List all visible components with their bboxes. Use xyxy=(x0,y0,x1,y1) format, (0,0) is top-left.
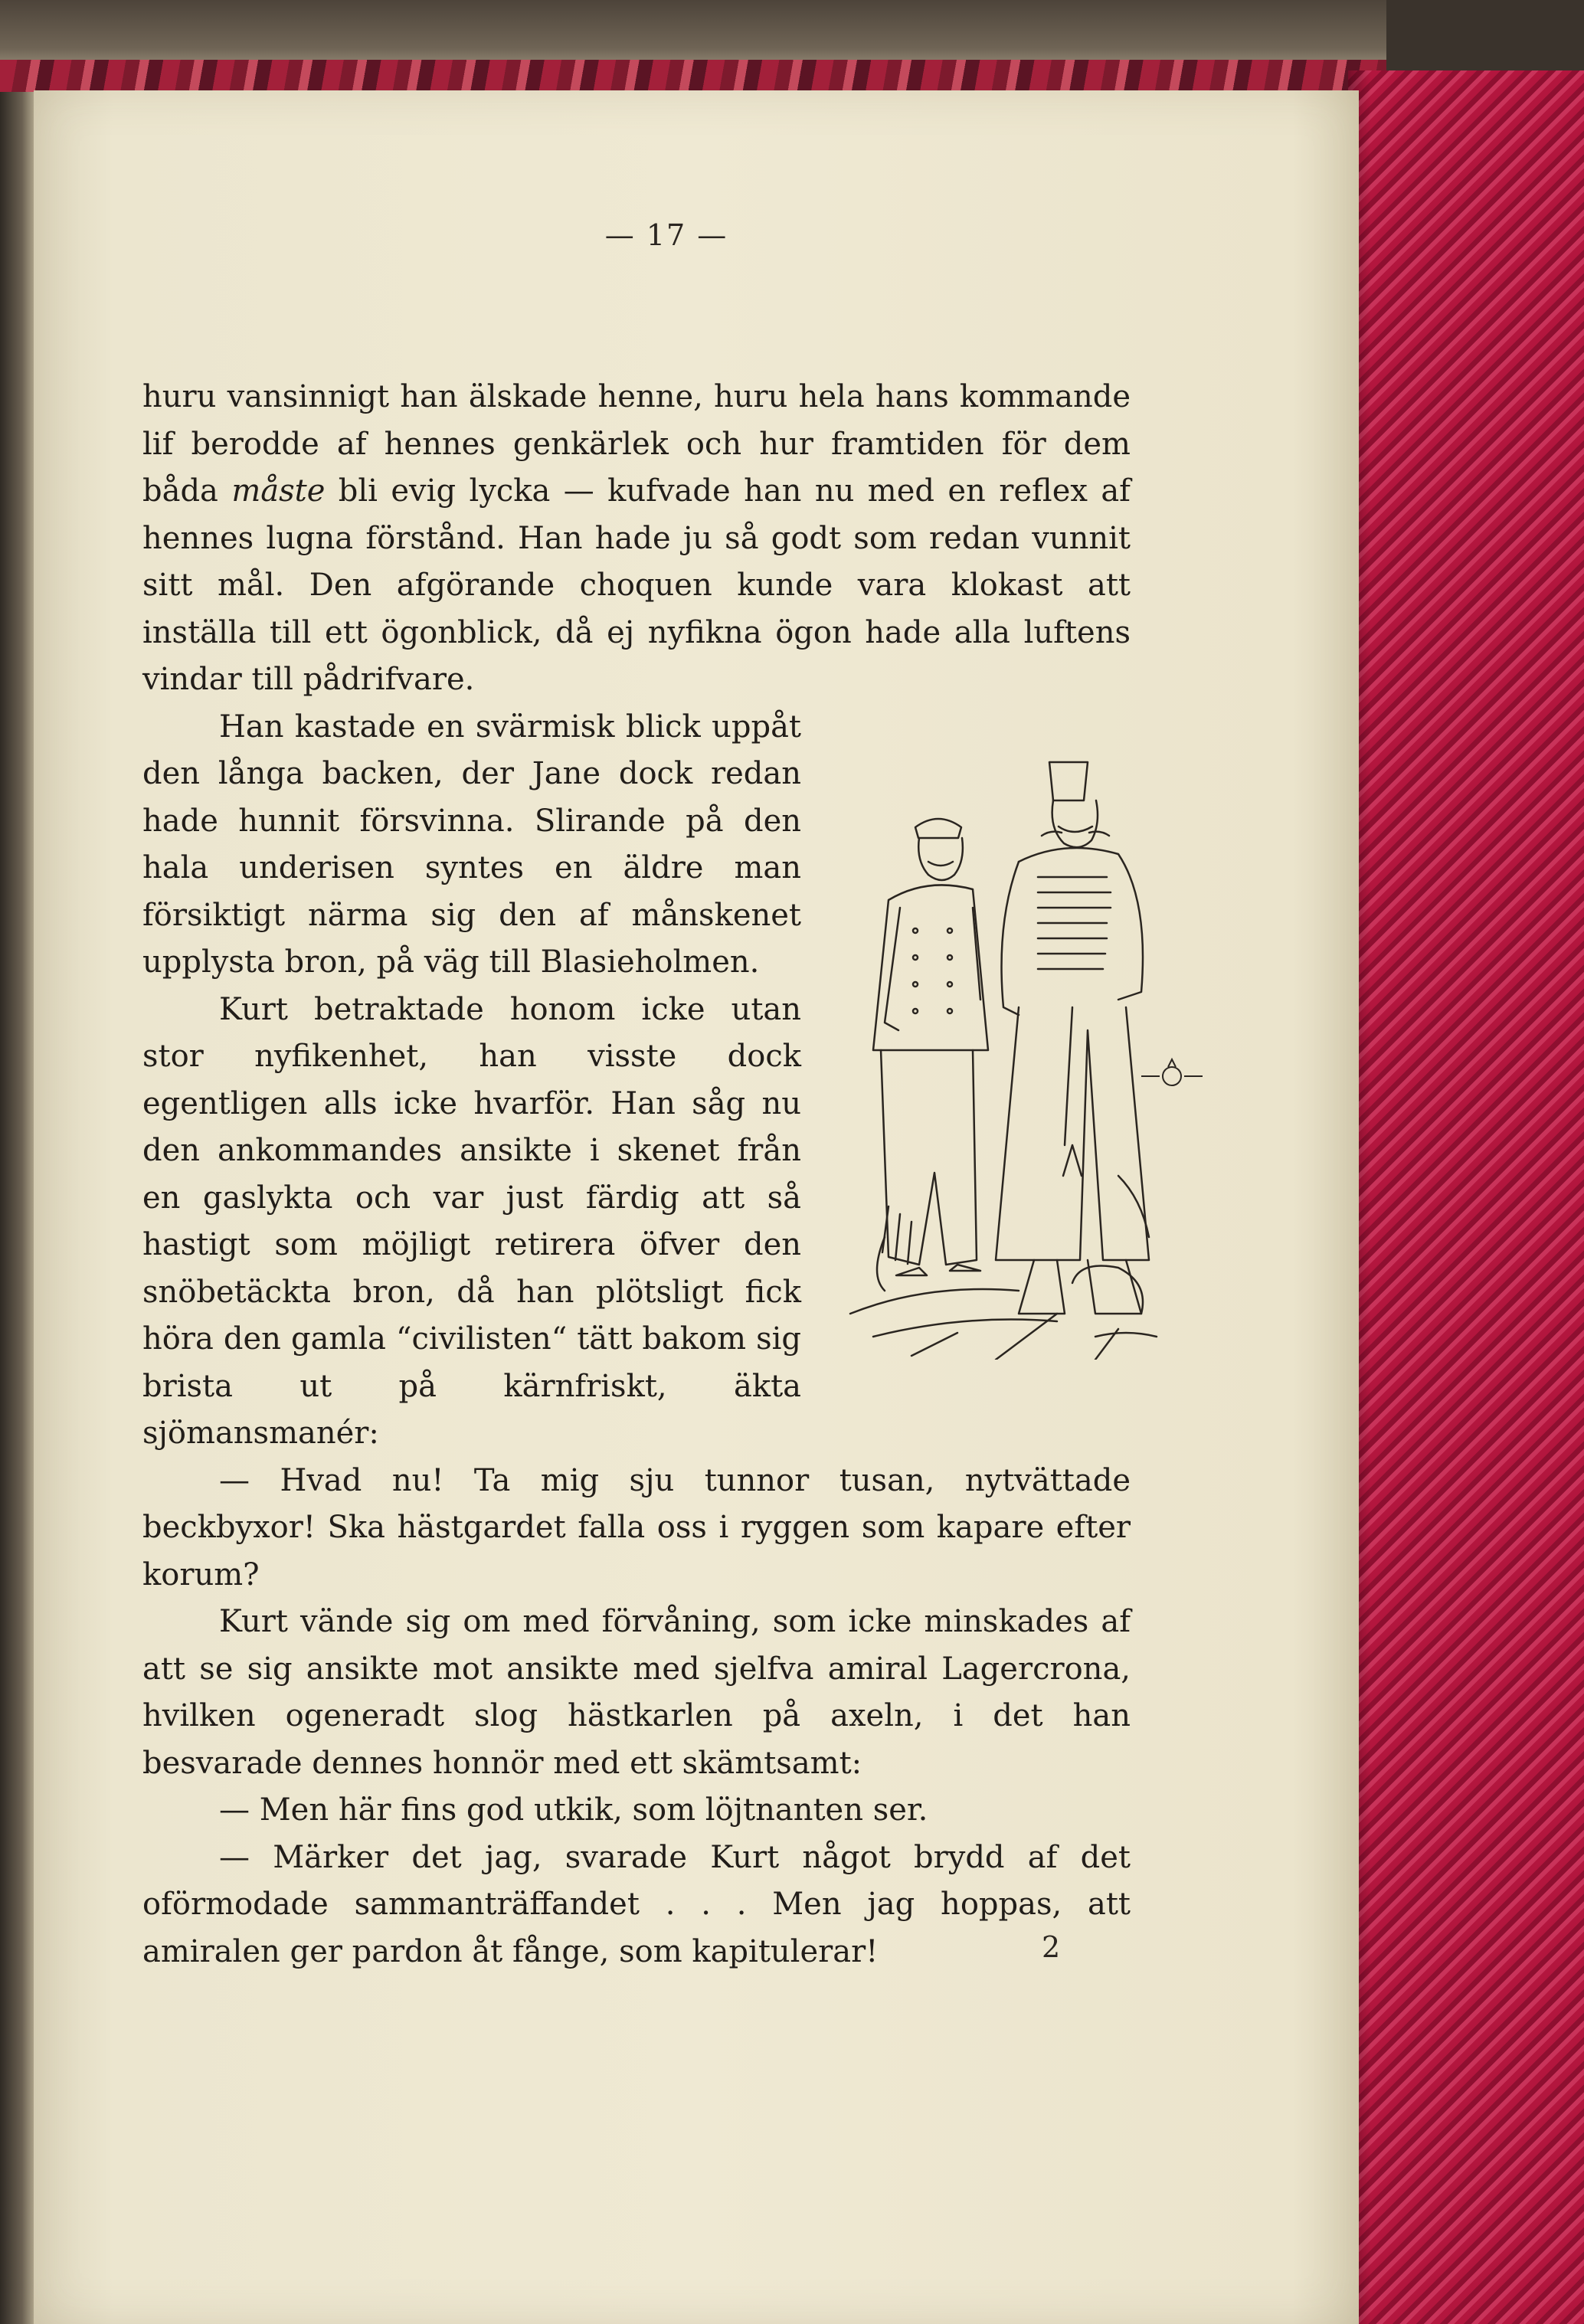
paragraph-7: — Märker det jag, svarade Kurt något brydd af det oförmodade sammanträffandet . . . Men jag hoppas, att amiralen ger pardon åt fånge, som kapitulerar! xyxy=(142,1839,1131,1969)
decorative-ornament-icon xyxy=(1126,1053,1218,1099)
paragraph-6: — Men här fins god utkik, som löjtnanten ser. xyxy=(219,1792,928,1828)
italic-word: måste xyxy=(231,473,326,509)
signature-mark: 2 xyxy=(1042,1930,1061,1964)
page-number: — 17 — xyxy=(604,218,728,252)
paragraph-1 xyxy=(142,374,1131,704)
paragraph-1-part-a: huru vansinnigt han älskade henne, huru hela hans kommande lif berodde af hennes genkärlek och hur framtiden för dem båda xyxy=(142,379,1131,509)
paragraph-3: Kurt betraktade honom icke utan stor nyfikenhet, han visste dock egentligen alls icke hvarför. Han såg nu den ankommandes ansikte i skenet från en gaslykta och var just färdig att så hastigt som möjligt retirera öfver den snöbetäckta bron, då han plötsligt fick höra den gamla “civilisten“ tätt bakom sig brista ut på kärnfriskt, äkta sjömansmanér: xyxy=(142,991,801,1451)
red-binding-cover xyxy=(1348,70,1584,2324)
gutter-shadow xyxy=(0,92,37,2324)
paragraph-5: Kurt vände sig om med förvåning, som icke minskades af att se sig ansikte mot ansikte med sjelfva amiral Lagercrona, hvilken ogeneradt slog hästkarlen på axeln, i det han besvarade dennes honnör med ett skämtsamt: xyxy=(142,1604,1131,1781)
marbled-edge xyxy=(0,60,1386,93)
paragraph-4: — Hvad nu! Ta mig sju tunnor tusan, nytvättade beckbyxor! Ska hästgardet falla oss i ryggen som kapare efter korum? xyxy=(142,1462,1131,1592)
paragraph-2: Han kastade en svärmisk blick uppåt den långa backen, der Jane dock redan hade hunnit försvinna. Slirande på den hala underisen syntes en äldre man försiktigt närma sig den af månskenet upplysta bron, på väg till Blasieholmen. xyxy=(142,709,801,980)
paragraph-1-part-b: bli evig lycka — kufvade han nu med en reflex af hennes lugna förstånd. Han hade ju så godt som redan vunnit sitt mål. Den afgörande choquen kunde vara klokast att inställa till ett ögonblick, då ej nyfikna ögon hade alla luftens vindar till pådrifvare. xyxy=(142,473,1131,697)
